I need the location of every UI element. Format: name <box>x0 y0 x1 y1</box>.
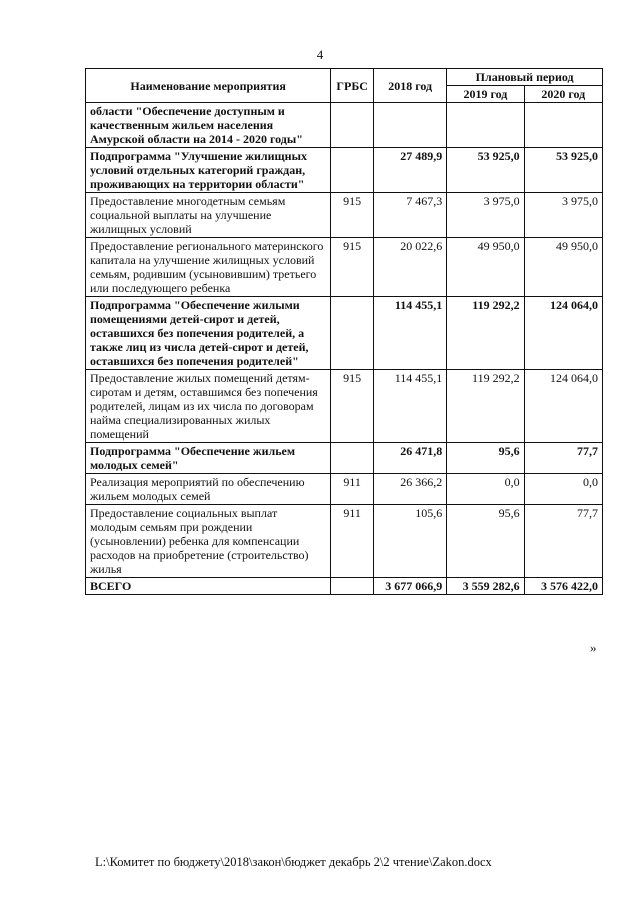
cell-grbs: 915 <box>331 193 374 238</box>
cell-2018: 114 455,1 <box>374 370 447 443</box>
cell-2019: 3 975,0 <box>447 193 524 238</box>
cell-2020: 77,7 <box>524 505 602 578</box>
closing-quote: » <box>590 640 597 655</box>
page-number: 4 <box>316 47 324 62</box>
cell-2020: 3 975,0 <box>524 193 602 238</box>
cell-name: Предоставление жилых помещений детям-сиротам и детям, оставшимся без попечения родителей, лицам из их числа по договорам найма специализированных жилых помещений <box>86 370 331 443</box>
table-row <box>86 148 603 193</box>
cell-2020: 0,0 <box>524 474 602 505</box>
cell-2018: 3 677 066,9 <box>374 578 447 595</box>
cell-grbs <box>331 443 374 474</box>
cell-grbs: 911 <box>331 474 374 505</box>
cell-2018: 27 489,9 <box>374 148 447 193</box>
cell-2019: 3 559 282,6 <box>447 578 524 595</box>
cell-name: Предоставление многодетным семьям социальной выплаты на улучшение жилищных условий <box>86 193 331 238</box>
cell-2019: 119 292,2 <box>447 370 524 443</box>
cell-2019: 119 292,2 <box>447 297 524 370</box>
table-body <box>86 103 603 595</box>
cell-2018 <box>374 103 447 148</box>
table-row <box>86 370 603 443</box>
cell-grbs: 911 <box>331 505 374 578</box>
cell-grbs <box>331 148 374 193</box>
table-row <box>86 443 603 474</box>
table-row <box>86 297 603 370</box>
cell-2019: 95,6 <box>447 505 524 578</box>
cell-name: Предоставление социальных выплат молодым семьям при рождении (усыновлении) ребенка для компенсации расходов на приобретение (строительство) жилья <box>86 505 331 578</box>
cell-name: Предоставление регионального материнского капитала на улучшение жилищных условий семьям, родившим (усыновившим) третьего или последующего ребенка <box>86 238 331 297</box>
cell-name: Подпрограмма "Улучшение жилищных условий отдельных категорий граждан, проживающих на территории области" <box>86 148 331 193</box>
table-row <box>86 578 603 595</box>
table-row <box>86 193 603 238</box>
cell-name: Реализация мероприятий по обеспечению жильем молодых семей <box>86 474 331 505</box>
cell-2018: 105,6 <box>374 505 447 578</box>
table-header-row <box>86 69 603 86</box>
header-name: Наименование мероприятия <box>86 69 331 103</box>
cell-2020: 124 064,0 <box>524 370 602 443</box>
table-row <box>86 103 603 148</box>
header-year-2019: 2019 год <box>447 86 524 103</box>
cell-grbs: 915 <box>331 370 374 443</box>
header-year-2018: 2018 год <box>374 69 447 103</box>
cell-2020: 49 950,0 <box>524 238 602 297</box>
cell-2020: 77,7 <box>524 443 602 474</box>
file-path-footer: L:\Комитет по бюджету\2018\закон\бюджет декабрь 2\2 чтение\Zakon.docx <box>95 855 492 869</box>
cell-2018: 26 366,2 <box>374 474 447 505</box>
cell-2020: 53 925,0 <box>524 148 602 193</box>
table-row <box>86 505 603 578</box>
table-row <box>86 474 603 505</box>
cell-grbs <box>331 297 374 370</box>
cell-2019: 0,0 <box>447 474 524 505</box>
cell-2018: 26 471,8 <box>374 443 447 474</box>
cell-2019: 95,6 <box>447 443 524 474</box>
header-year-2020: 2020 год <box>524 86 602 103</box>
cell-name: ВСЕГО <box>86 578 331 595</box>
header-planning-period: Плановый период <box>447 69 603 86</box>
header-grbs: ГРБС <box>331 69 374 103</box>
cell-name: Подпрограмма "Обеспечение жильем молодых семей" <box>86 443 331 474</box>
cell-2020: 124 064,0 <box>524 297 602 370</box>
cell-2019 <box>447 103 524 148</box>
cell-grbs <box>331 578 374 595</box>
cell-2018: 7 467,3 <box>374 193 447 238</box>
cell-2018: 20 022,6 <box>374 238 447 297</box>
cell-name: области "Обеспечение доступным и качественным жильем населения Амурской области на 2014 - 2020 годы" <box>86 103 331 148</box>
cell-2019: 53 925,0 <box>447 148 524 193</box>
cell-grbs: 915 <box>331 238 374 297</box>
cell-name: Подпрограмма "Обеспечение жилыми помещениями детей-сирот и детей, оставшихся без попечения родителей, а также лиц из числа детей-сирот и детей, оставшихся без попечения родителей" <box>86 297 331 370</box>
cell-2020 <box>524 103 602 148</box>
budget-table <box>85 68 603 595</box>
cell-2018: 114 455,1 <box>374 297 447 370</box>
table-row <box>86 238 603 297</box>
cell-2020: 3 576 422,0 <box>524 578 602 595</box>
cell-grbs <box>331 103 374 148</box>
cell-2019: 49 950,0 <box>447 238 524 297</box>
